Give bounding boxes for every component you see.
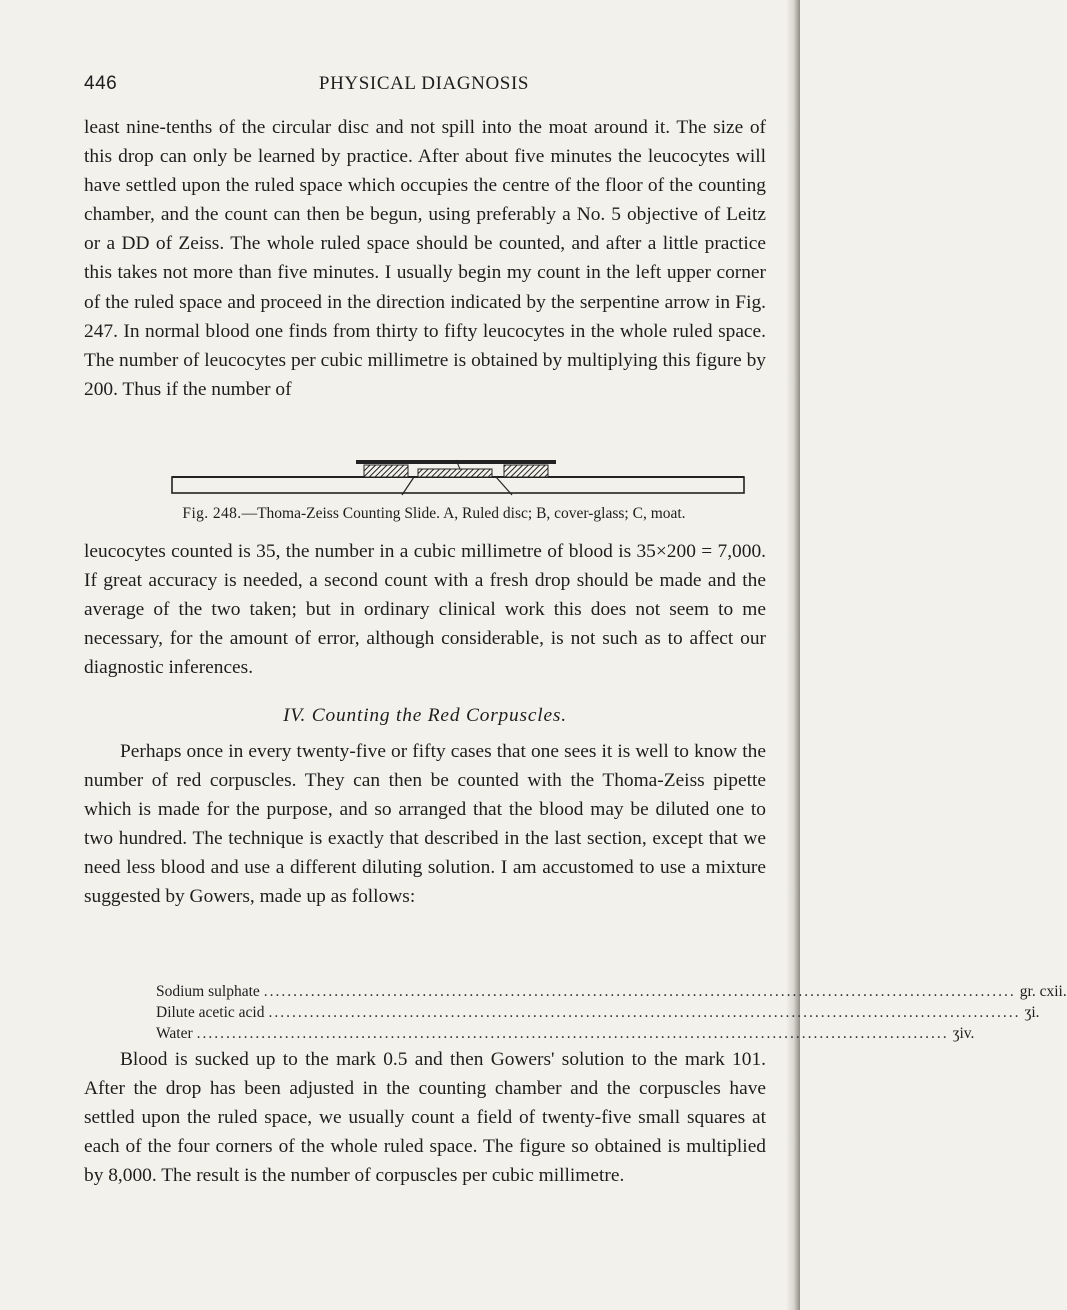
recipe-quantity: ʒi. [1024,1004,1040,1021]
paragraph-red-corpuscles: Perhaps once in every twenty-five or fifty cases that one sees it is well to know the number of red corpuscles. They can then be counted with the Thoma-Zeiss pipette which is made for the purpose, and so arranged that the blood may be diluted one to two hundred. The technique is exactly that described in the last section, except that we need less blood and use a different diluting solution. I am accustomed to use a mixture suggested by Gowers, made up as follows: [84,741,766,908]
rim-right [504,465,548,477]
recipe-ingredient: Sodium sulphate [156,983,260,1000]
paragraph-procedure: Blood is sucked up to the mark 0.5 and then Gowers' solution to the mark 101. After the drop has been adjusted in the counting chamber and the corpuscles have settled upon the ruled space, we usually count a field of twenty-five small squares at each of the four corners of the whole ruled space. The figure so obtained is multiplied by 8,000. The result is the number of corpuscles per cubic millimetre. [84,1049,766,1187]
recipe-quantity: ʒiv. [952,1025,975,1042]
page-edge-shadow [786,0,800,1310]
dot-leader: ................................................................................................................................ [263,983,1016,1000]
running-head: PHYSICAL DIAGNOSIS [318,73,530,94]
rim-left [364,465,408,477]
recipe-ingredient: Dilute acetic acid [156,1004,265,1021]
figure-caption-text: —Thoma-Zeiss Counting Slide. A, Ruled disc; B, cover-glass; C, moat. [241,505,686,522]
figure-caption [104,505,764,523]
page-header [84,73,764,99]
recipe-item [156,981,1067,1002]
figure-label: Fig. 248. [182,505,242,522]
recipe-ingredient: Water [156,1025,193,1042]
dot-leader: ................................................................................................................................ [196,1025,949,1042]
recipe-item [156,1023,975,1044]
paragraph-calculation: leucocytes counted is 35, the number in a cubic millimetre of blood is 35×200 = 7,000. If great accuracy is needed, a second count with a fresh drop should be made and the average of the two taken; but in ordinary clinical work this does not seem to me necessary, for the amount of error, although considerable, is not such as to affect our diagnostic inferences. [84,541,766,679]
recipe-item [156,1002,1040,1023]
section-heading: IV. Counting the Red Corpuscles. [283,705,567,726]
paragraph-leucocyte-count: least nine-tenths of the circular disc and not spill into the moat around it. The size of this drop can only be learned by practice. After about five minutes the leucocytes will have settled upon the ruled space which occupies the centre of the floor of the counting chamber, and the count can then be begun, using preferably a No. 5 objective of Leitz or a DD of Zeiss. The whole ruled space should be counted, and after a little practice this takes not more than five minutes. I usually begin my count in the left upper corner of the ruled space and proceed in the direction indicated by the serpentine arrow in Fig. 247. In normal blood one finds from thirty to fifty leucocytes in the whole ruled space. The number of leucocytes per cubic millimetre is obtained by multiplying this figure by 200. Thus if the number of [84,117,766,400]
dot-leader: ................................................................................................................................ [268,1004,1021,1021]
gowers-solution-recipe [156,981,1067,1044]
page-number: 446 [84,73,118,94]
ruled-disc [418,469,492,477]
slide-base [172,477,744,493]
counting-slide-diagram [170,455,746,497]
recipe-quantity: gr. cxii. [1019,983,1067,1000]
